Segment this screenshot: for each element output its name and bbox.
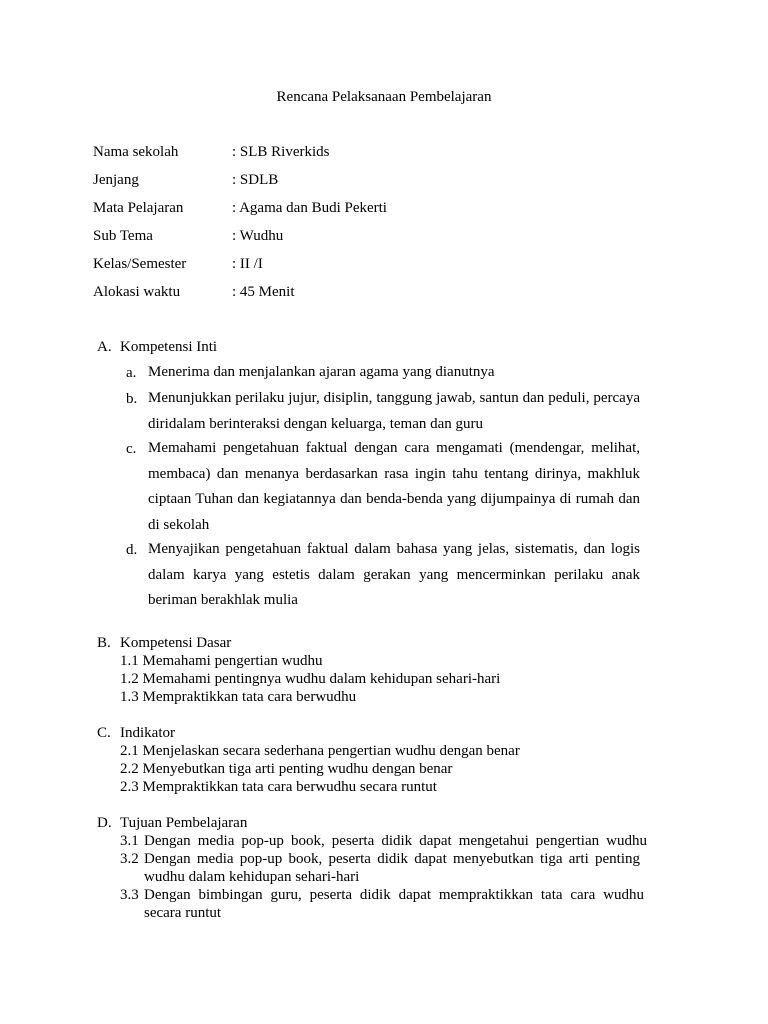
- item-c-text: Memahami pengetahuan faktual dengan cara mengamati (mendengar, melihat, membaca) dan menanya berdasarkan rasa ingin tahu tentang dirinya, makhluk ciptaan Tuhan dan kegiatannya dan benda-benda yang dijumpainya di rumah dan di sekolah: [148, 440, 640, 533]
- item-d-text: Menyajikan pengetahuan faktual dalam bahasa yang jelas, sistematis, dan logis dalam karya yang estetis dalam gerakan yang mencerminkan perilaku anak beriman berakhlak mulia: [148, 541, 640, 608]
- info-label-school: Nama sekolah: [93, 144, 179, 160]
- section-d-heading: Tujuan Pembelajaran: [120, 815, 248, 831]
- section-a-marker: A.: [97, 339, 112, 355]
- info-label-time: Alokasi waktu: [93, 284, 181, 300]
- item-a-marker: a.: [126, 365, 137, 381]
- section-c-heading: Indikator: [120, 725, 175, 741]
- goal-text: Dengan bimbingan guru, peserta didik dapat mempraktikkan tata cara wudhu secara runtut: [144, 887, 644, 921]
- item-a-text: Menerima dan menjalankan ajaran agama yang dianutnya: [148, 364, 495, 380]
- section-b-heading: Kompetensi Dasar: [120, 635, 232, 651]
- goal-text: Dengan media pop-up book, peserta didik dapat menyebutkan tiga arti penting wudhu dalam kehidupan sehari-hari: [144, 851, 640, 885]
- info-value-subject: : Agama dan Budi Pekerti: [232, 200, 387, 216]
- info-value-time: : 45 Menit: [232, 284, 295, 300]
- list-item: 1.3 Mempraktikkan tata cara berwudhu: [120, 689, 357, 705]
- section-c-marker: C.: [97, 725, 111, 741]
- info-label-subtheme: Sub Tema: [93, 228, 153, 244]
- goal-number: 3.2: [120, 851, 139, 867]
- info-label-class: Kelas/Semester: [93, 256, 187, 272]
- item-b-marker: b.: [126, 391, 138, 407]
- goal-number: 3.1: [120, 833, 139, 849]
- list-item: 1.2 Memahami pentingnya wudhu dalam kehidupan sehari-hari: [120, 671, 501, 687]
- info-value-subtheme: : Wudhu: [232, 228, 284, 244]
- list-item: 2.2 Menyebutkan tiga arti penting wudhu dengan benar: [120, 761, 453, 777]
- item-c-marker: c.: [126, 441, 137, 457]
- info-value-class: : II /I: [232, 256, 263, 272]
- section-d-marker: D.: [97, 815, 112, 831]
- info-value-level: : SDLB: [232, 172, 279, 188]
- info-label-level: Jenjang: [93, 172, 139, 188]
- info-value-school: : SLB Riverkids: [232, 144, 330, 160]
- section-a-heading: Kompetensi Inti: [120, 339, 218, 355]
- goal-number: 3.3: [120, 887, 139, 903]
- list-item: 2.3 Mempraktikkan tata cara berwudhu secara runtut: [120, 779, 437, 795]
- section-b-marker: B.: [97, 635, 111, 651]
- item-d-marker: d.: [126, 542, 138, 558]
- item-b-text: Menunjukkan perilaku jujur, disiplin, tanggung jawab, santun dan peduli, percaya diridalam berinteraksi dengan keluarga, teman dan guru: [148, 390, 640, 432]
- list-item: 1.1 Memahami pengertian wudhu: [120, 653, 323, 669]
- info-label-subject: Mata Pelajaran: [93, 200, 184, 216]
- goal-text: Dengan media pop-up book, peserta didik dapat mengetahui pengertian wudhu: [144, 833, 647, 849]
- list-item: 2.1 Menjelaskan secara sederhana pengertian wudhu dengan benar: [120, 743, 520, 759]
- page-title: Rencana Pelaksanaan Pembelajaran: [276, 89, 492, 105]
